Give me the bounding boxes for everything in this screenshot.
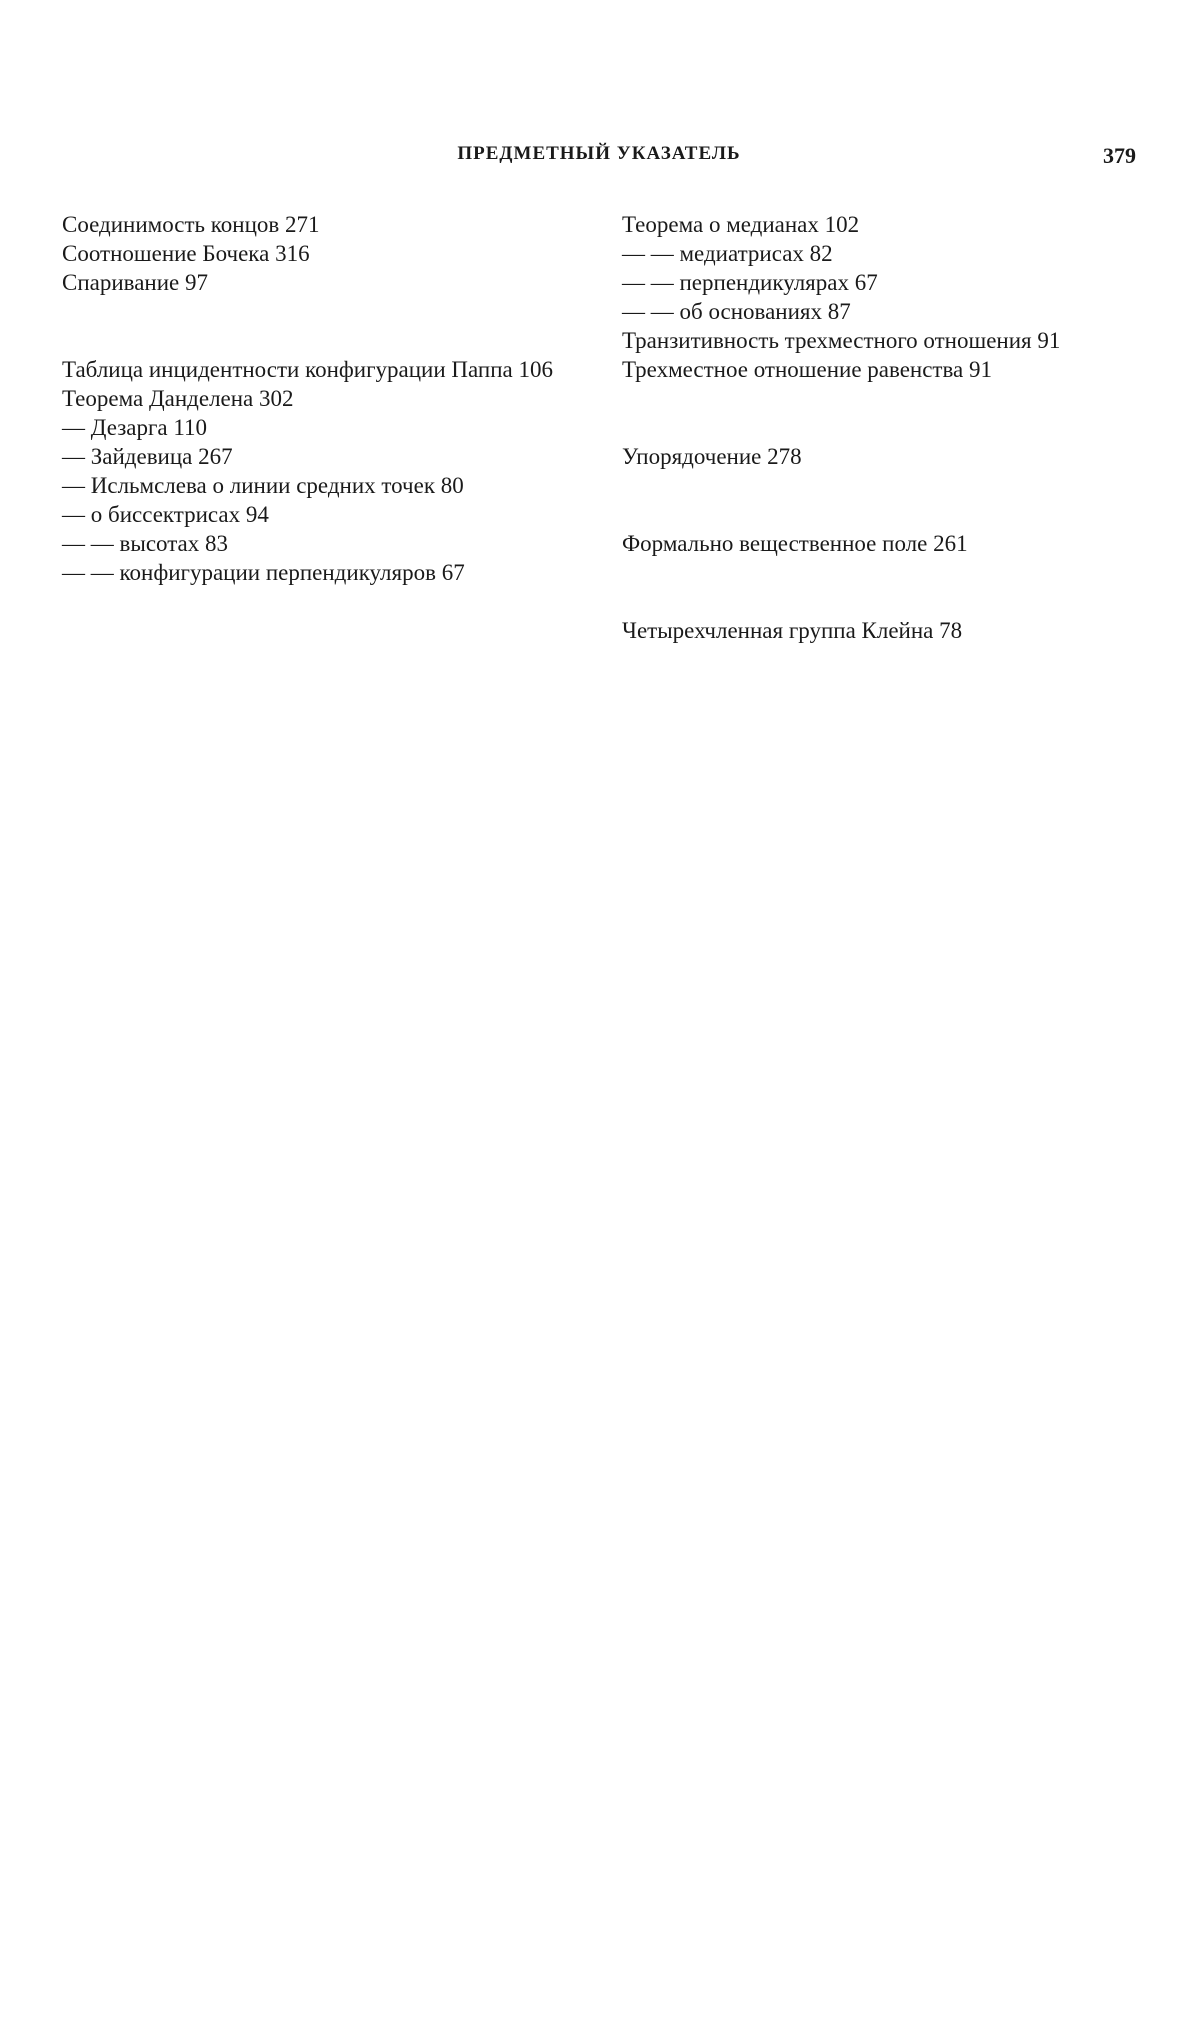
index-entry: — Зайдевица 267 [62, 444, 233, 469]
index-entry: — — медиатрисах 82 [622, 241, 833, 266]
letter-group-gap [62, 297, 567, 355]
running-head [62, 143, 1136, 177]
index-entry: Соединимость концов 271 [62, 212, 320, 237]
letter-group-gap [622, 471, 1136, 529]
index-column-left [62, 210, 567, 587]
index-entry: Теорема Данделена 302 [62, 386, 294, 411]
index-entry: Трехместное отношение равенства 91 [622, 357, 992, 382]
page-title: ПРЕДМЕТНЫЙ УКАЗАТЕЛЬ [457, 143, 741, 164]
index-entry: — о биссектрисах 94 [62, 502, 269, 527]
index-entry: Теорема о медианах 102 [622, 212, 860, 237]
page-number: 379 [1103, 143, 1136, 168]
index-entry: Транзитивность трехместного отношения 91 [622, 328, 1061, 353]
index-entry: — Дезарга 110 [62, 415, 208, 440]
index-entry: Формально вещественное поле 261 [622, 531, 968, 556]
index-entry: — — высотах 83 [62, 531, 229, 556]
index-entry: — — перпендикулярах 67 [622, 270, 878, 295]
index-entry: Таблица инцидентности конфигурации Паппа 106 [62, 357, 554, 382]
index-entry: — — об основаниях 87 [622, 299, 851, 324]
index-entry: Соотношение Бочека 316 [62, 241, 310, 266]
index-entry: Четырехчленная группа Клейна 78 [622, 618, 963, 643]
letter-group-gap [622, 558, 1136, 616]
letter-group-gap [622, 384, 1136, 442]
index-column-right [622, 210, 1136, 645]
index-entry: — — конфигурации перпендикуляров 67 [62, 560, 465, 585]
index-entry: — Исльмслева о линии средних точек 80 [62, 473, 464, 498]
index-entry: Упорядочение 278 [622, 444, 802, 469]
index-entry: Спаривание 97 [62, 270, 209, 295]
